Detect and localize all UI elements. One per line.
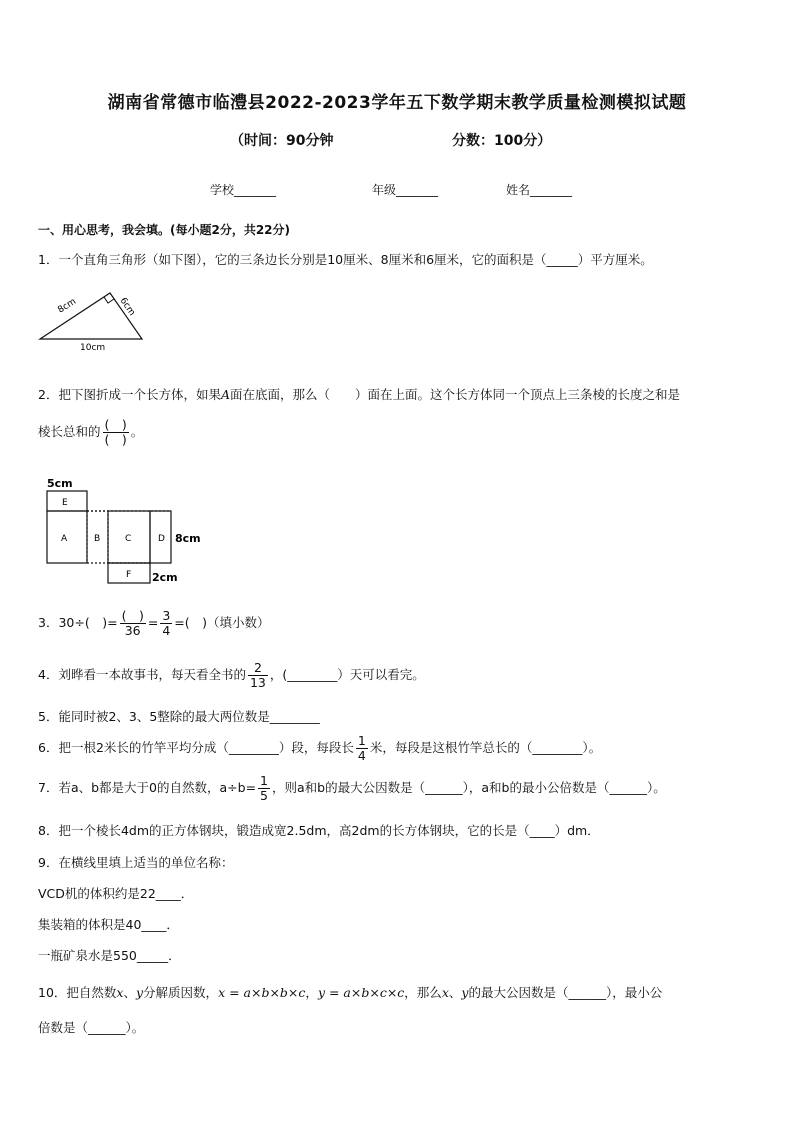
triangle-side-6cm: 6cm [117,296,137,318]
net-bottom-label: 2cm [152,571,178,584]
net-top-label: 5cm [47,477,73,490]
question-7: 7．若a、b都是大于0的自然数，a÷b= $\frac{1}{5}$ ，则a和b的最大公因数是（______），a和b的最小公倍数是（______）。 [38,773,666,803]
face-e: E [62,498,68,508]
expression-y: y = a×b×c×c [317,985,405,1000]
school-field[interactable]: 学校_______ [210,183,277,197]
question-9-item-b: 集装箱的体积是40____． [38,917,179,932]
question-2-fraction: $\frac{( )}{( )}$ [104,417,127,447]
section-heading: 一、用心思考，我会填。(每小题2分，共22分) [38,223,291,237]
face-a-label: A [220,387,230,402]
question-6: 6．把一根2米长的竹竿平均分成（________）段，每段长 $\frac{1}{4}$ 米，每段是这根竹竿总长的（________）。 [38,733,602,763]
face-b: B [94,534,101,544]
question-9-item-a: VCD机的体积约是22____． [38,886,194,901]
face-f: F [126,570,132,580]
question-1: 1．一个直角三角形（如下图），它的三条边长分别是10厘米、8厘米和6厘米，它的面积是（_____）平方厘米。 [38,252,653,267]
net-height-label: 8cm [175,532,201,545]
triangle-figure [34,287,154,353]
question-10-line2: 倍数是（______）。 [38,1020,145,1035]
question-2-line2: 棱长总和的 $\frac{( )}{( )}$ 。 [38,417,144,447]
expression-x: x = a×b×b×c [218,985,306,1000]
triangle-side-8cm: 8cm [56,296,79,316]
question-4: 4．刘晔看一本故事书，每天看全书的 $\frac{2}{13}$ ，(________）天可以看完。 [38,660,425,690]
exam-time: （时间：90分钟 [230,133,334,149]
exam-score: 分数：100分） [452,133,552,149]
face-c: C [125,534,132,544]
face-a: A [61,534,68,544]
question-9-item-c: 一瓶矿泉水是550_____． [38,948,181,963]
triangle-base-10cm: 10cm [80,343,106,353]
cuboid-net-figure [40,476,230,588]
question-3: 3．30÷( )= $\frac{( )}{36}$ = $\frac{3}{4}$ =( )（填小数） [38,608,270,638]
page-title: 湖南省常德市临澧县2022-2023学年五下数学期末教学质量检测模拟试题 [107,93,687,113]
question-5: 5．能同时被2、3、5整除的最大两位数是________ [38,709,320,724]
name-field[interactable]: 姓名_______ [506,183,573,197]
face-d: D [158,534,165,544]
question-2-line1: 2．把下图折成一个长方体，如果A面在底面，那么（ ）面在上面。这个长方体同一个顶点上三条棱的长度之和是 [38,387,681,402]
question-8: 8．把一个棱长4dm的正方体钢块，锻造成宽2.5dm，高2dm的长方体钢块，它的长是（____）dm． [38,823,600,838]
grade-field[interactable]: 年级_______ [372,183,439,197]
question-10-line1: 10．把自然数x、y分解质因数，x = a×b×b×c，y = a×b×c×c，那么x、y的最大公因数是（______），最小公 [38,985,663,1000]
question-9: 9．在横线里填上适当的单位名称： [38,855,234,870]
